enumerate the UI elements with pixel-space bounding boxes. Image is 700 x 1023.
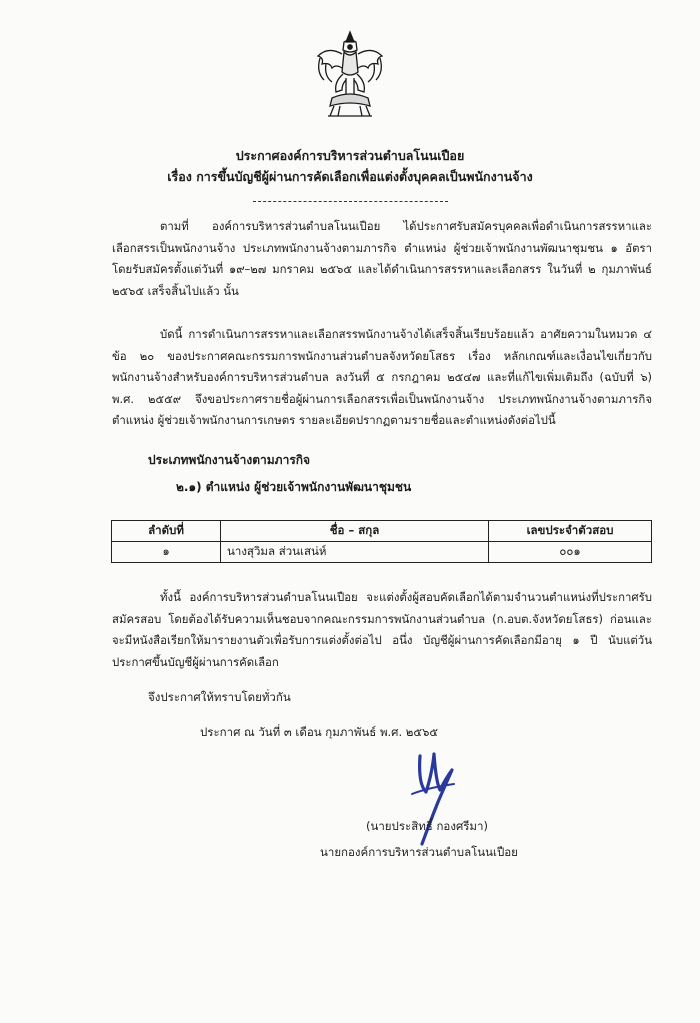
candidate-table <box>111 520 652 563</box>
signer-title: นายกองค์การบริหารส่วนตำบลโนนเปือย <box>320 845 518 859</box>
column-header-name: ชื่อ – สกุล <box>221 521 489 542</box>
document-title: ประกาศองค์การบริหารส่วนตำบลโนนเปือย <box>235 148 465 163</box>
paragraph-result: บัดนี้ การดำเนินการสรรหาและเลือกสรรพนักงานจ้างได้เสร็จสิ้นเรียบร้อยแล้ว อาศัยความในหมวด ๔ ข้อ ๒๐ ของประกาศคณะกรรมการพนักงานส่วนตำบลจังหวัดยโสธร เรื่อง หลักเกณฑ์และเงื่อนไขเกี่ยวกับพนักงานจ้างสำหรับองค์การบริหารส่วนตำบล ลงวันที่ ๕ กรกฎาคม ๒๕๔๗ และที่แก้ไขเพิ่มเติมถึง (ฉบับที่ ๖) พ.ศ. ๒๕๕๙ จึงขอประกาศรายชื่อผู้ผ่านการเลือกสรรเพื่อเป็นพนักงานจ้าง ประเภทพนักงานจ้างตามภารกิจ ตำแหน่ง ผู้ช่วยเจ้าพนักงานการเกษตร รายละเอียดปรากฏตามรายชื่อและตำแหน่งดังต่อไปนี้ <box>112 327 652 428</box>
garuda-emblem-icon <box>310 28 390 120</box>
paragraph-announcement: ตามที่ องค์การบริหารส่วนตำบลโนนเปือย ได้ประกาศรับสมัครบุคคลเพื่อดำเนินการสรรหาและเลือกสรรเป็นพนักงานจ้าง ประเภทพนักงานจ้างตามภารกิจ ตำแหน่ง ผู้ช่วยเจ้าพนักงานพัฒนาชุมชน ๑ อัตรา โดยรับสมัครตั้งแต่วันที่ ๑๙–๒๗ มกราคม ๒๕๖๕ และได้ดำเนินการสรรหาและเลือกสรร ในวันที่ ๒ กุมภาพันธ์ ๒๕๖๕ เสร็จสิ้นไปแล้ว นั้น <box>112 219 652 298</box>
column-header-exam-id: เลขประจำตัวสอบ <box>489 521 652 542</box>
cell-name: นางสุวิมล ส่วนเสน่ห์ <box>221 542 489 563</box>
section-title: ประเภทพนักงานจ้างตามภารกิจ <box>148 453 311 467</box>
divider <box>253 201 448 202</box>
document-subject: เรื่อง การขึ้นบัญชีผู้ผ่านการคัดเลือกเพื่อแต่งตั้งบุคคลเป็นพนักงานจ้าง <box>167 169 533 184</box>
closing-line: จึงประกาศให้ทราบโดยทั่วกัน <box>148 690 291 704</box>
column-header-order: ลำดับที่ <box>112 521 221 542</box>
table-row <box>112 542 652 563</box>
paragraph-conditions: ทั้งนี้ องค์การบริหารส่วนตำบลโนนเปือย จะแต่งตั้งผู้สอบคัดเลือกได้ตามจำนวนตำแหน่งที่ประกาศรับสมัครสอบ โดยต้องได้รับความเห็นชอบจากคณะกรรมการพนักงานส่วนตำบล (ก.อบต.จังหวัดยโสธร) ก่อนและจะมีหนังสือเรียกให้มารายงานตัวเพื่อรับการแต่งตั้งต่อไป อนึ่ง บัญชีผู้ผ่านการคัดเลือกมีอายุ ๑ ปี นับแต่วันประกาศขึ้นบัญชีผู้ผ่านการคัดเลือก <box>112 590 652 669</box>
position-title: ๒.๑) ตำแหน่ง ผู้ช่วยเจ้าพนักงานพัฒนาชุมชน <box>176 480 412 494</box>
announcement-date: ประกาศ ณ วันที่ ๓ เดือน กุมภาพันธ์ พ.ศ. ๒๕๖๕ <box>200 725 439 739</box>
cell-order: ๑ <box>112 542 221 563</box>
cell-exam-id: ๐๐๑ <box>489 542 652 563</box>
signer-name: (นายประสิทธิ์ กองศรีมา) <box>366 819 488 833</box>
table-header-row <box>112 521 652 542</box>
